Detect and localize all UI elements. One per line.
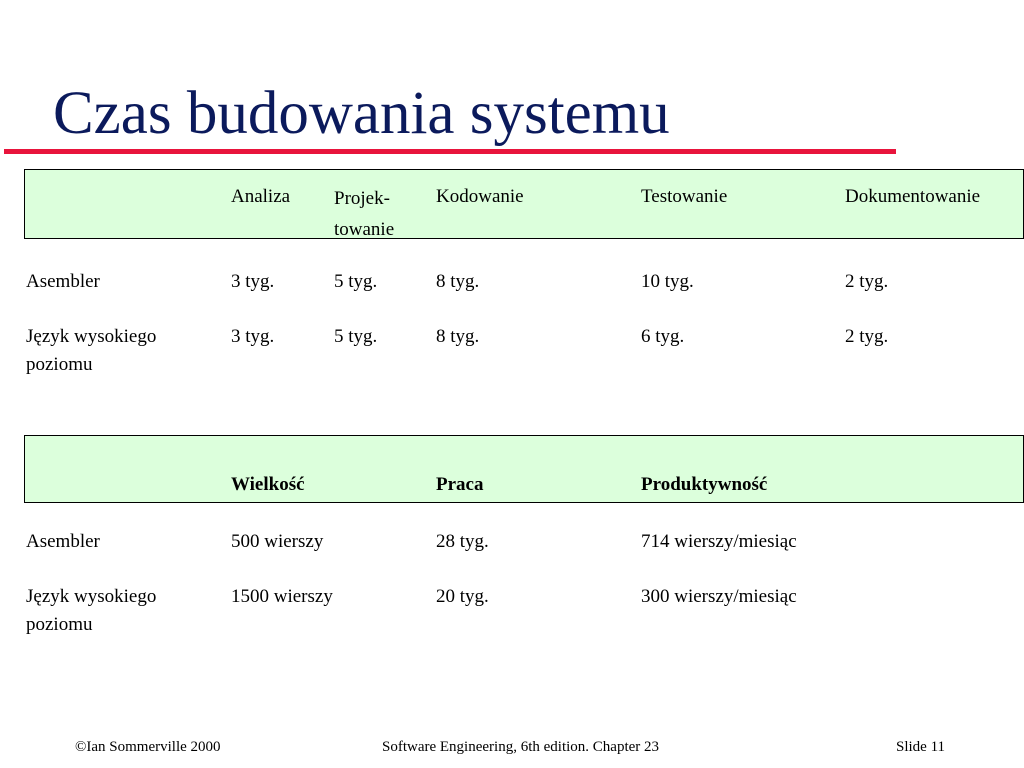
table1-row2-kodowanie: 8 tyg.	[436, 326, 480, 347]
table1-row1-label: Asembler	[26, 271, 100, 292]
table2-row2-wielkosc: 1500 wierszy	[231, 586, 333, 607]
table2-row1-praca: 28 tyg.	[436, 531, 489, 552]
table2-header-band	[24, 435, 1024, 503]
table2-row2-produktywnosc: 300 wierszy/miesiąc	[641, 586, 797, 607]
table2-header-wielkosc: Wielkość	[231, 474, 305, 495]
table2-row1-label: Asembler	[26, 531, 100, 552]
slide-title: Czas budowania systemu	[53, 80, 670, 147]
table1-row1-testowanie: 10 tyg.	[641, 271, 694, 292]
table2-row1-wielkosc: 500 wierszy	[231, 531, 324, 552]
table2-row2-praca: 20 tyg.	[436, 586, 489, 607]
title-underline	[4, 149, 896, 154]
table1-row1-dokumentowanie: 2 tyg.	[845, 271, 889, 292]
footer-copyright: ©Ian Sommerville 2000	[75, 739, 221, 755]
table2-row1-produktywnosc: 714 wierszy/miesiąc	[641, 531, 797, 552]
table2-header-praca: Praca	[436, 474, 484, 495]
table1-header-analiza: Analiza	[231, 186, 291, 207]
table2-row2-label: Język wysokiego poziomu	[26, 586, 157, 635]
table1-header-projektowanie: Projek- towanie	[334, 188, 395, 240]
table1-row1-kodowanie: 8 tyg.	[436, 271, 480, 292]
table2-header-produktywnosc: Produktywność	[641, 474, 768, 495]
table1-row1-projektowanie: 5 tyg.	[334, 271, 378, 292]
table1-row2-projektowanie: 5 tyg.	[334, 326, 378, 347]
footer-book: Software Engineering, 6th edition. Chapter 23	[382, 739, 660, 755]
table1-row2-label: Język wysokiego poziomu	[26, 326, 157, 375]
table1-row1-analiza: 3 tyg.	[231, 271, 275, 292]
table1-header-dokumentowanie: Dokumentowanie	[845, 186, 981, 207]
footer-slide-number: Slide 11	[896, 739, 946, 755]
table1-header-kodowanie: Kodowanie	[436, 186, 524, 207]
table1-header-testowanie: Testowanie	[641, 186, 728, 207]
table1-row2-dokumentowanie: 2 tyg.	[845, 326, 889, 347]
table1-row2-analiza: 3 tyg.	[231, 326, 275, 347]
table1-row2-testowanie: 6 tyg.	[641, 326, 685, 347]
